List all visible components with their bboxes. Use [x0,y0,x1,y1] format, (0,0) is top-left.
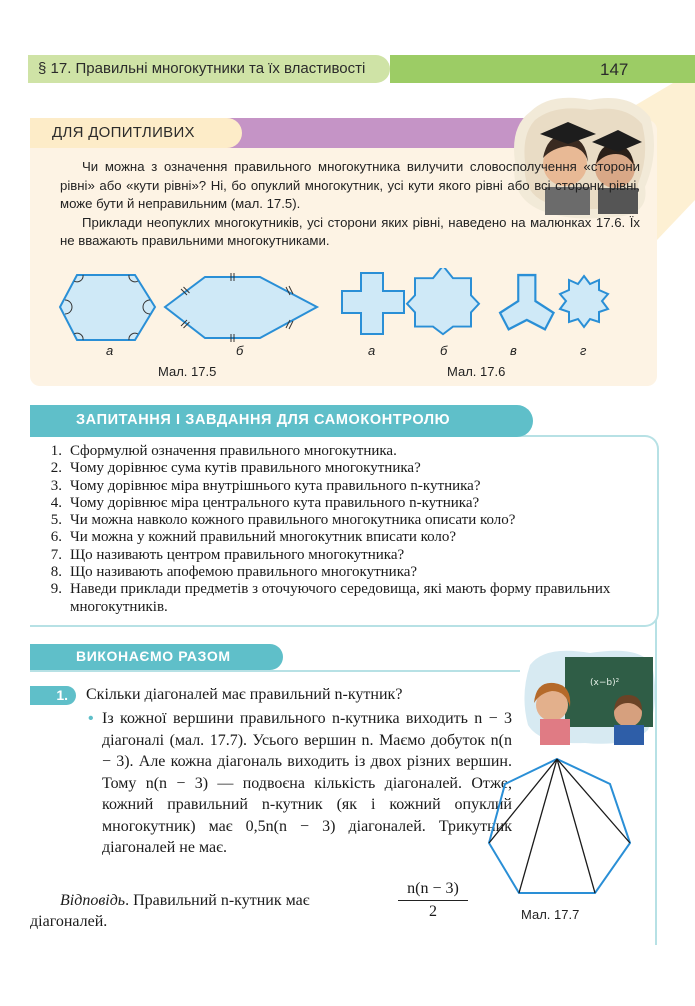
question-text: Чому дорівнює міра внутрішнього кута правильного n-кутника? [70,477,481,494]
question-text: Чи можна у кожний правильний многокутник вписати коло? [70,529,457,546]
curious-title: ДЛЯ ДОПИТЛИВИХ [52,124,195,141]
fig-17-5-b-hexagon [165,273,317,342]
fig-17-6-c-clover [500,275,554,329]
fraction-denominator: 2 [429,903,437,920]
question-item [38,443,638,460]
fig-17-5-a-hexagon [60,275,155,340]
curious-paragraph-1: Чи можна з означення правильного многокутника вилучити словосполучення «сторони рівні» або «кути рівні»? Ні, бо опуклий многокутник, усі кути якого рівні або всі сторони рівні, може бути й неправильним (мал. 17.5). [60,159,640,211]
fig-17-6-a-cross [342,273,404,334]
fig-17-5-label-a: а [106,343,114,358]
fig-17-5-label-b: б [236,343,244,358]
question-item [38,547,638,564]
fraction-numerator: n(n − 3) [398,880,468,901]
header-band [390,55,695,83]
question-text: Чи можна навколо кожного правильного многокутника описати коло? [70,512,516,529]
answer-text: . Правильний n-кутник має [125,892,310,909]
bullet-icon: • [88,710,94,727]
figure-17-7 [485,755,645,900]
question-number: 4. [50,494,62,511]
question-number: 5. [50,512,62,529]
curious-text [60,158,640,251]
answer-label: Відповідь [60,892,126,909]
fig-17-6-label-d: г [580,343,587,358]
question-number: 1. [50,443,62,459]
question-item [38,529,638,546]
question-text: Сформулюй означення правильного многокутника. [70,443,397,459]
answer-fraction [398,880,468,921]
together-title: ВИКОНАЄМО РАЗОМ [76,648,231,664]
question-item [38,478,638,495]
question-text: Чому дорівнює сума кутів правильного многокутника? [70,460,421,477]
question-text: Чому дорівнює міра центрального кута правильного n-кутника? [70,494,480,511]
question-item [38,460,638,477]
question-text: Наведи приклади предметів з оточуючого середовища, які мають форму правильних многокутників. [70,581,611,615]
svg-text:(x−b)²: (x−b)² [590,678,620,688]
exercise-question: Скільки діагоналей має правильний n-кутник? [86,686,403,703]
page-number: 147 [600,60,629,79]
question-item [38,564,638,581]
self-control-questions [38,443,638,616]
question-text: Що називають апофемою правильного многокутника? [70,564,418,581]
fig-17-6-b-star [407,268,479,334]
fig-17-6-label-b: б [440,343,448,358]
question-number: 7. [50,546,62,563]
side-rule [655,620,657,945]
question-number: 2. [50,460,62,477]
question-number: 9. [50,581,62,598]
question-item [38,495,638,512]
together-underline [30,670,520,672]
fig-17-7-caption: Мал. 17.7 [521,907,580,922]
classroom-photo [520,645,655,745]
question-number: 6. [50,529,62,546]
self-control-title: ЗАПИТАННЯ І ЗАВДАННЯ ДЛЯ САМОКОНТРОЛЮ [76,412,451,428]
exercise-solution: Із кожної вершини правильного n-кутника виходить n − 3 діагоналі (мал. 17.7). Усього вершин n. Маємо добуток n(n − 3). Але кожна діагональ виходить із двох різних вершин. Тому n(n − 3) — подвоєна кількість діагоналей. Отже, кожний правильний n-кутник (як і кожний опуклий многокутник) має 0,5n(n − 3) діагоналей. Трикутник діагоналей не має. [102,710,512,856]
question-number: 8. [50,564,62,581]
answer-tail: діагоналей. [30,913,108,930]
fig-17-6-label-c: в [510,343,517,358]
fig-17-6-label-a: а [368,343,376,358]
section-title: § 17. Правильні многокутники та їх властивості [38,60,366,77]
question-text: Що називають центром правильного многокутника? [70,546,405,563]
figure-17-6 [338,268,623,340]
fig-17-6-d-snowflake [560,276,608,327]
fig-17-5-caption: Мал. 17.5 [158,364,217,379]
question-item [38,581,638,616]
curious-paragraph-2: Приклади неопуклих многокутників, усі сторони яких рівні, наведено на малюнках 17.6. Їх не вважають правильними многокутниками. [60,214,640,248]
fig-17-7-heptagon [489,759,630,893]
fig-17-6-caption: Мал. 17.6 [447,364,506,379]
figure-17-5 [55,270,325,345]
exercise-number-badge: 1. [30,686,76,705]
question-number: 3. [50,477,62,494]
question-item [38,512,638,529]
